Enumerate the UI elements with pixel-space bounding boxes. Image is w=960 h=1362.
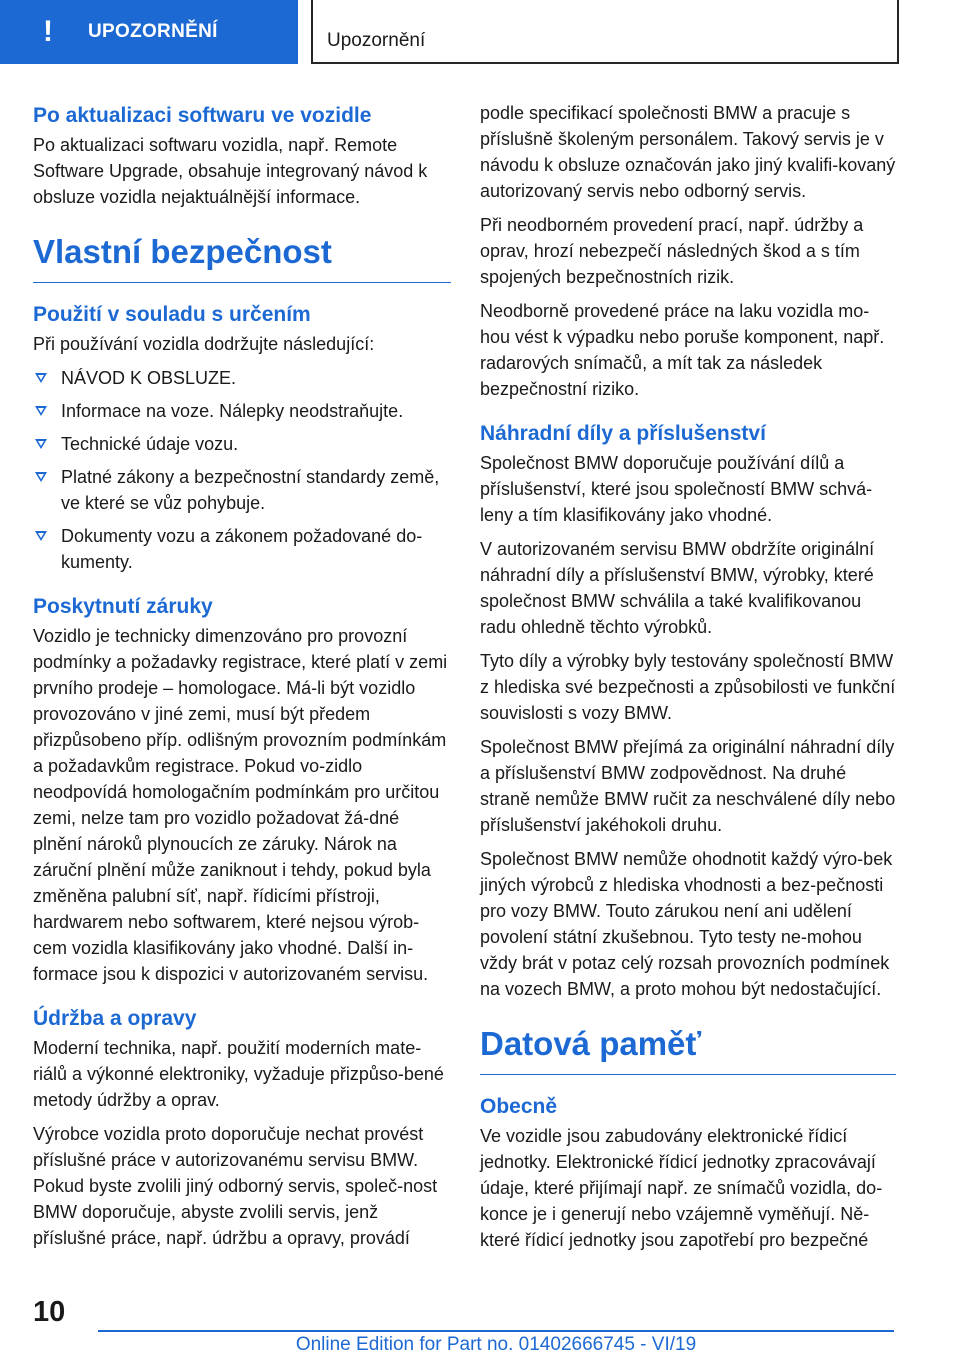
list-item-text: Informace na voze. Nálepky neodstraňujte. <box>61 401 404 421</box>
section-heading: Poskytnutí záruky <box>33 595 213 618</box>
paragraph: Výrobce vozidla proto doporučuje nechat provést příslušné práce v autorizovanému servisu BMW. Pokud byste zvolili jiný odborný servis, společ-nost BMW doporučuje, abyste zvolili servis, jenž příslušné práce, např. údržbu a opravy, provádí <box>33 1124 438 1248</box>
warning-icon: ! <box>43 15 53 48</box>
section-heading: Náhradní díly a příslušenství <box>480 422 766 445</box>
section-heading: Po aktualizaci softwaru ve vozidle <box>33 104 372 127</box>
paragraph: Moderní technika, např. použití moderních mate-riálů a výkonné elektroniky, vyžaduje přizpůso-bené metody údržby a oprav. <box>33 1038 444 1110</box>
list-item <box>33 523 451 575</box>
bullet-list <box>33 365 451 575</box>
section-tab-label: UPOZORNĚNÍ <box>88 21 218 42</box>
paragraph: podle specifikací společnosti BMW a pracuje s příslušně školeným personálem. Takový servis je v návodu k obsluze označován jako jiný kvalifi-kovaný autorizovaný servis nebo odborný servis. <box>480 103 896 201</box>
paragraph: Tyto díly a výrobky byly testovány společností BMW z hlediska své bezpečnosti a způsobilosti ve funkční souvislosti s vozy BMW. <box>480 651 896 723</box>
footer-divider <box>98 1330 894 1332</box>
paragraph: Společnost BMW přejímá za originální náhradní díly a příslušenství BMW zodpovědnost. Na druhé straně nemůže BMW ručit za neschválené díly nebo příslušenství jakéhokoli druhu. <box>480 737 896 835</box>
right-column <box>480 100 896 1261</box>
paragraph: Vozidlo je technicky dimenzováno pro provozní podmínky a požadavky registrace, které platí v zemi prvního prodeje – homologace. Má-li být vozidlo provozováno v jiné zemi, musí být předem přizpůsobeno příp. odlišným provozním podmínkám a požadavkům registrace. Pokud vo-zidlo neodpovídá homologačním podmínkám pro určitou zemi, nelze tam pro vozidlo požadovat žá-dné plnění nároků plynoucích ze záruky. Nárok na záruční plnění může zaniknout i tehdy, pokud byla změněna palubní síť, např. řídicími přístroji, hardwarem nebo softwarem, které nejsou výrob-cem vozidla klasifikovány jako vhodné. Další in-formace jsou k dispozici v autorizovaném servisu. <box>33 626 448 984</box>
triangle-bullet-icon <box>35 373 47 383</box>
list-item-text: Dokumenty vozu a zákonem požadované do-kumenty. <box>61 526 423 572</box>
list-item <box>33 365 451 391</box>
left-column <box>33 100 451 1259</box>
paragraph: Po aktualizaci softwaru vozidla, např. Remote Software Upgrade, obsahuje integrovaný návod k obsluze vozidla nejaktuálnější informace. <box>33 135 428 207</box>
paragraph: Při neodborném provedení prací, např. údržby a oprav, hrozí nebezpečí následných škod a s tím spojených bezpečnostních rizik. <box>480 215 864 287</box>
section-heading: Údržba a opravy <box>33 1007 197 1030</box>
list-item-text: Platné zákony a bezpečnostní standardy země, ve které se vůz pohybuje. <box>61 467 440 513</box>
edition-note: Online Edition for Part no. 01402666745 - VI/19 <box>295 1334 697 1355</box>
paragraph: Společnost BMW doporučuje používání dílů a příslušenství, které jsou společností BMW schvá-leny a tím klasifikovány jako vhodné. <box>480 453 873 525</box>
paragraph: Ve vozidle jsou zabudovány elektronické řídicí jednotky. Elektronické řídicí jednotky zpracovávají údaje, které přijímají např. ze snímačů vozidla, do-konce je i generují nebo vzájemně vyměňují. Ně-které řídicí jednotky jsou zapotřebí pro bezpečné <box>480 1126 883 1250</box>
triangle-bullet-icon <box>35 531 47 541</box>
triangle-bullet-icon <box>35 406 47 416</box>
list-item <box>33 431 451 457</box>
list-item-text: NÁVOD K OBSLUZE. <box>61 368 237 388</box>
list-item-text: Technické údaje vozu. <box>61 434 239 454</box>
section-heading: Použití v souladu s určením <box>33 303 311 326</box>
paragraph: Při používání vozidla dodržujte následující: <box>33 334 375 354</box>
triangle-bullet-icon <box>35 439 47 449</box>
page-number: 10 <box>33 1296 66 1328</box>
list-item <box>33 398 451 424</box>
chapter-heading: Datová paměť <box>480 1024 896 1075</box>
section-heading: Obecně <box>480 1095 558 1118</box>
triangle-bullet-icon <box>35 472 47 482</box>
section-tab <box>0 0 298 64</box>
paragraph: Společnost BMW nemůže ohodnotit každý výro-bek jiných výrobců z hlediska vhodnosti a bez-pečnosti pro vozy BMW. Touto zárukou není ani udělení povolení státní zkušebnou. Tyto testy ne-mohou vždy brát v potaz celý rozsah provozních podmínek na vozech BMW, a proto mohou být nedostačující. <box>480 849 893 999</box>
list-item <box>33 464 451 516</box>
paragraph: V autorizovaném servisu BMW obdržíte originální náhradní díly a příslušenství BMW, výrobky, které společnost BMW schválila a také kvalifikovanou radu ohledně těchto výrobků. <box>480 539 875 637</box>
paragraph: Neodborně provedené práce na laku vozidla mo-hou vést k výpadku nebo poruše komponent, např. radarových snímačů, a mít tak za následek bezpečnostní riziko. <box>480 301 885 399</box>
chapter-title-box <box>311 0 899 64</box>
page-header <box>0 0 960 66</box>
chapter-title: Upozornění <box>327 30 426 51</box>
chapter-heading: Vlastní bezpečnost <box>33 232 451 283</box>
